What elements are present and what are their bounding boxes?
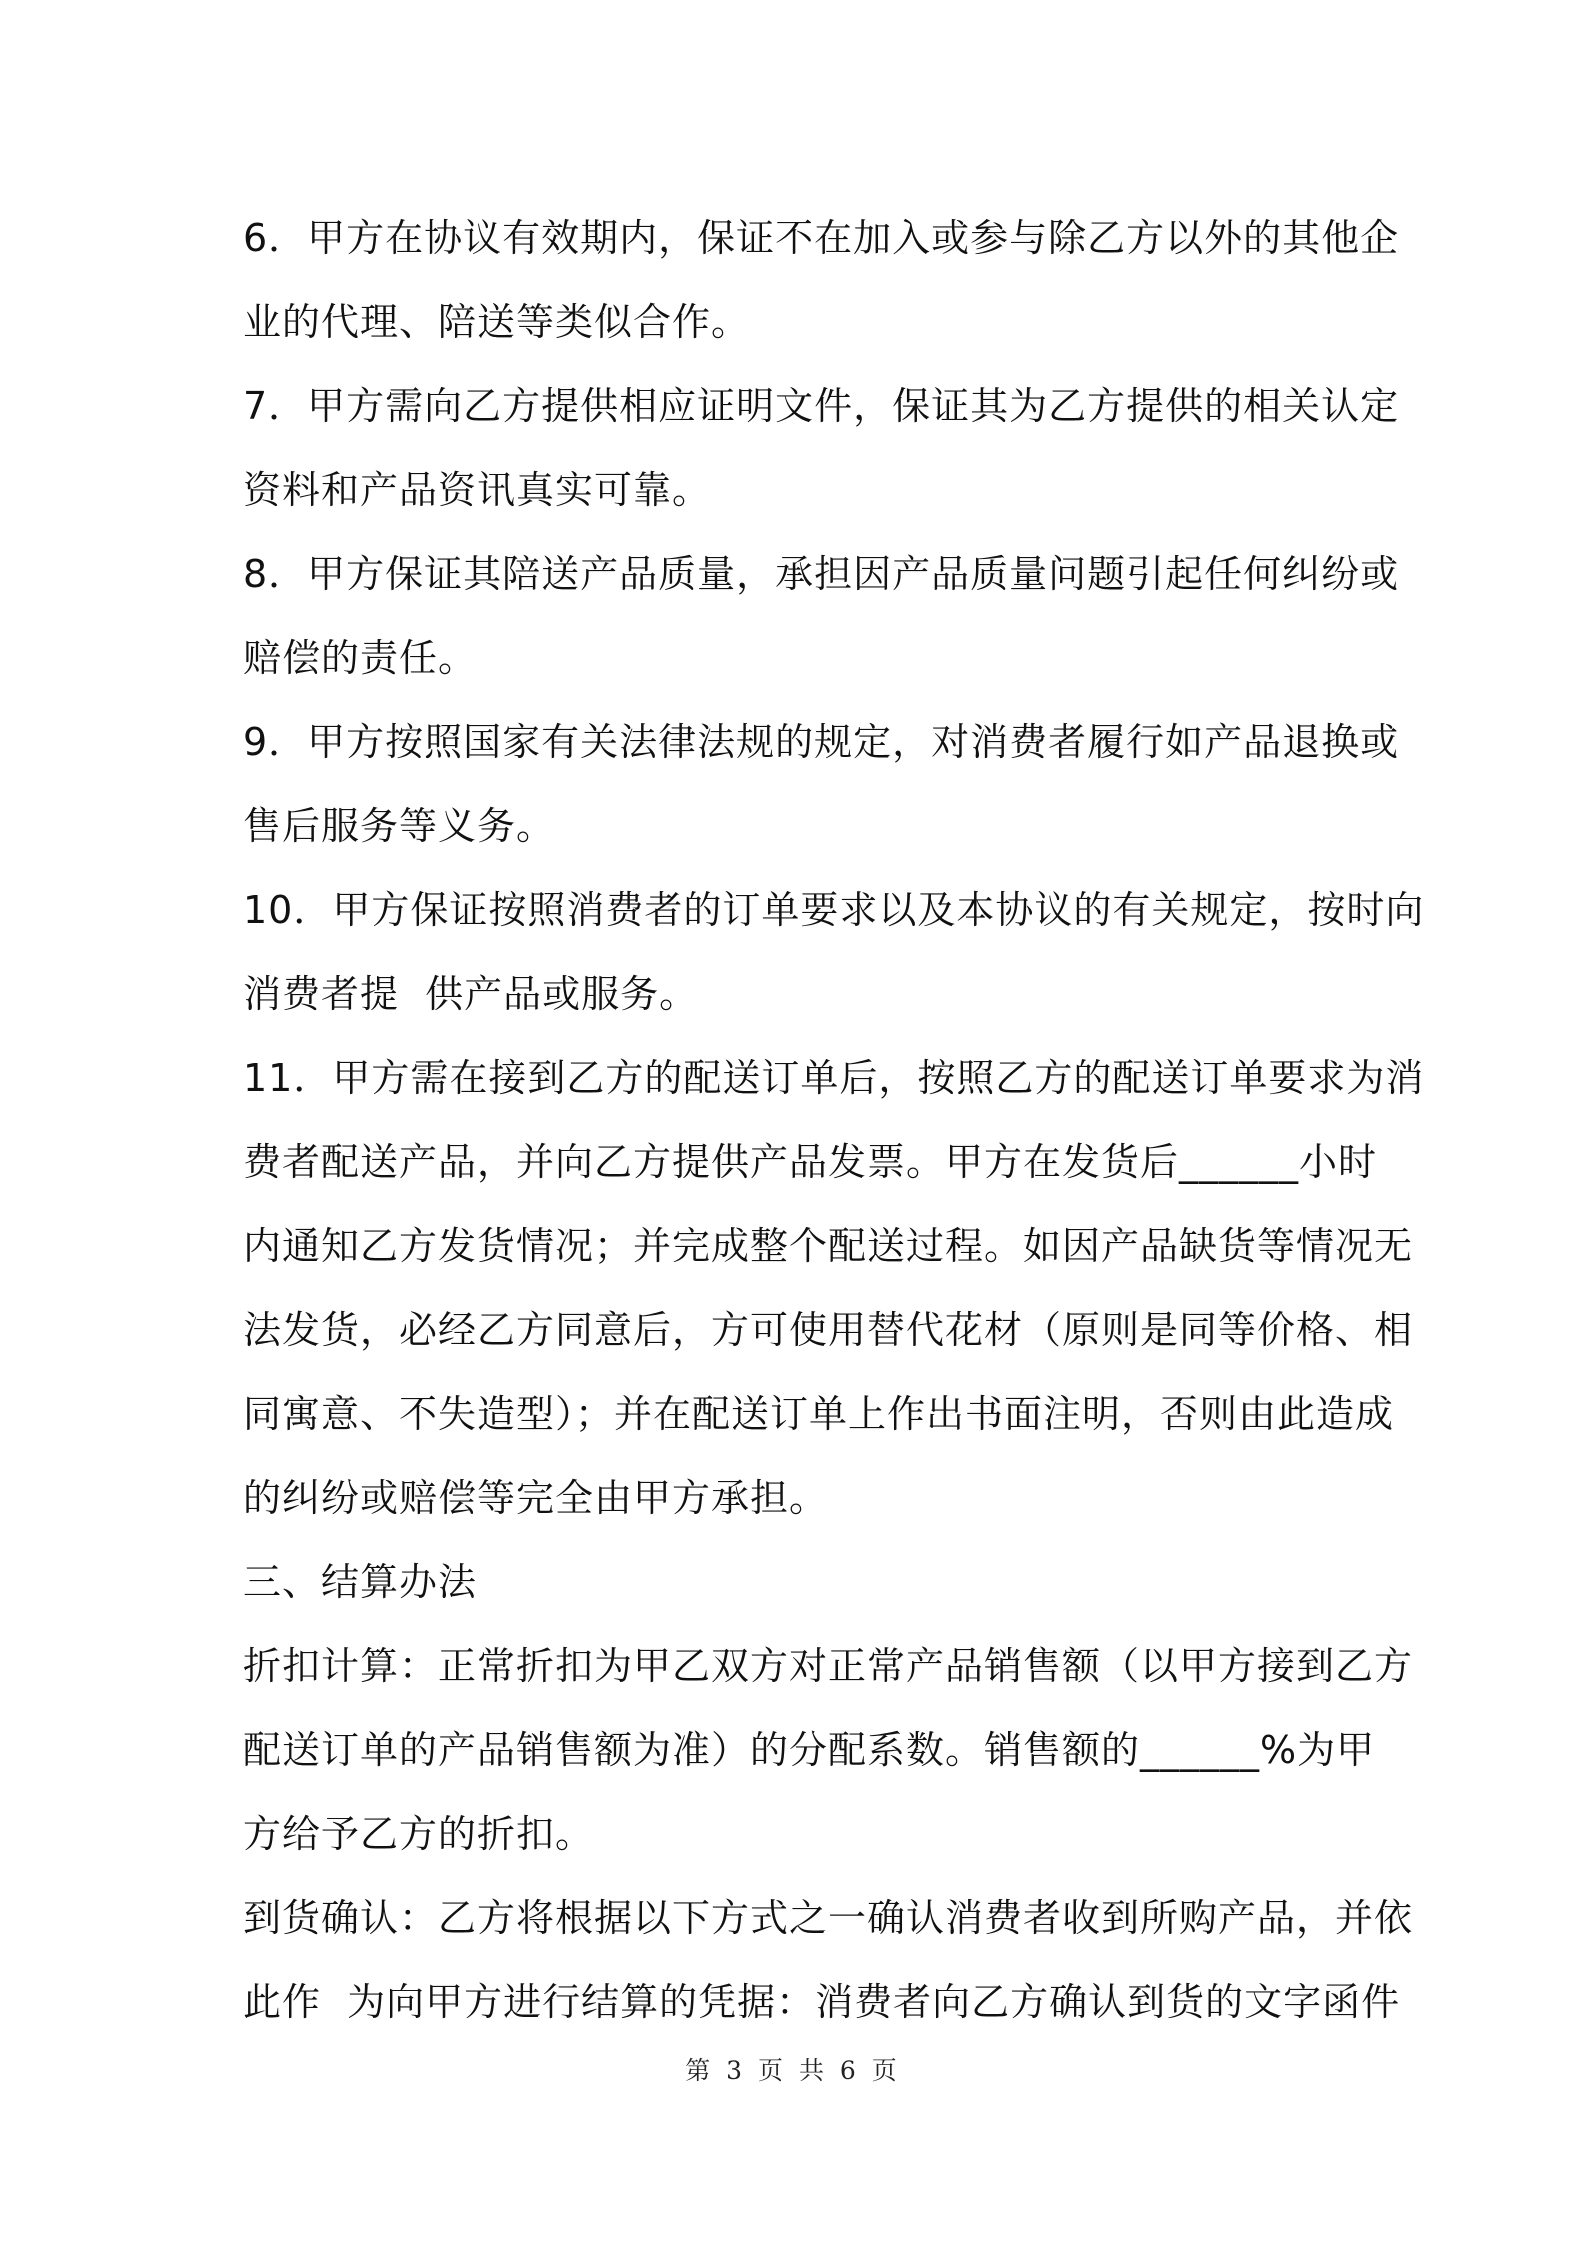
- text-line: 6．甲方在协议有效期内，保证不在加入或参与除乙方以外的其他企: [243, 216, 1400, 260]
- text-line: 内通知乙方发货情况；并完成整个配送过程。如因产品缺货等情况无: [243, 1224, 1414, 1268]
- section-heading: 三、结算办法: [243, 1560, 478, 1604]
- text-line: 8．甲方保证其陪送产品质量，承担因产品质量问题引起任何纠纷或: [243, 552, 1400, 596]
- text-line: 法发货，必经乙方同意后，方可使用替代花材（原则是同等价格、相: [243, 1308, 1414, 1352]
- text-line: 的纠纷或赔偿等完全由甲方承担。: [243, 1476, 829, 1520]
- text-line: 资料和产品资讯真实可靠。: [243, 468, 712, 512]
- text-line: 11．甲方需在接到乙方的配送订单后，按照乙方的配送订单要求为消: [243, 1056, 1425, 1100]
- text-line: 10．甲方保证按照消费者的订单要求以及本协议的有关规定，按时向: [243, 888, 1425, 932]
- text-line: 9．甲方按照国家有关法律法规的规定，对消费者履行如产品退换或: [243, 720, 1400, 764]
- page-number-footer: 第 3 页 共 6 页: [685, 2056, 901, 2085]
- text-line: 售后服务等义务。: [243, 804, 556, 848]
- text-line: 同寓意、不失造型）；并在配送订单上作出书面注明，否则由此造成: [243, 1392, 1395, 1436]
- text-line: 赔偿的责任。: [243, 636, 478, 680]
- text-line: 7．甲方需向乙方提供相应证明文件，保证其为乙方提供的相关认定: [243, 384, 1400, 428]
- text-line: 费者配送产品，并向乙方提供产品发票。甲方在发货后______小时: [243, 1140, 1378, 1184]
- text-line: 到货确认：乙方将根据以下方式之一确认消费者收到所购产品，并依: [243, 1896, 1414, 1940]
- text-line: 业的代理、陪送等类似合作。: [243, 300, 751, 344]
- text-line: 配送订单的产品销售额为准）的分配系数。销售额的______%为甲: [243, 1728, 1376, 1772]
- text-line: 方给予乙方的折扣。: [243, 1812, 595, 1856]
- document-body: [243, 196, 1425, 2044]
- text-line: 消费者提 供产品或服务。: [243, 972, 699, 1016]
- text-line: 折扣计算：正常折扣为甲乙双方对正常产品销售额（以甲方接到乙方: [243, 1644, 1414, 1688]
- text-line: 此作 为向甲方进行结算的凭据：消费者向乙方确认到货的文字函件: [243, 1980, 1401, 2024]
